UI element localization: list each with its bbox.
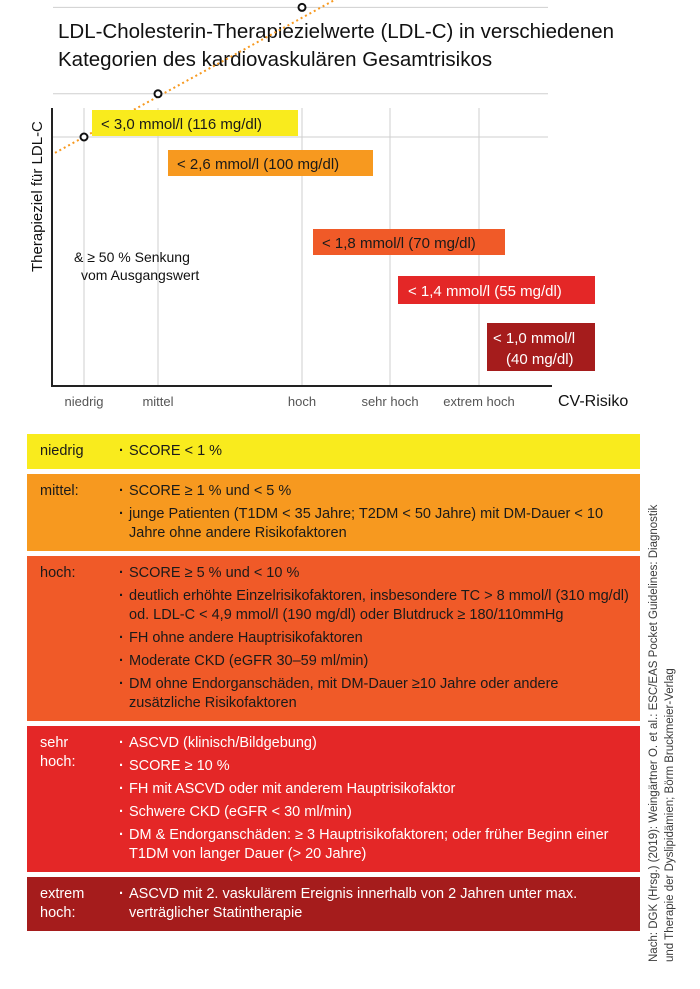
risk-criterion: · Moderate CKD (eGFR 30–59 ml/min)	[119, 652, 632, 671]
risk-criteria-list	[119, 434, 640, 469]
risk-row	[27, 726, 640, 872]
risk-category-label	[27, 877, 119, 931]
data-point	[81, 134, 88, 141]
risk-criterion: · ASCVD (klinisch/Bildgebung)	[119, 734, 632, 753]
risk-category-line: mittel:	[40, 483, 79, 499]
risk-category-label	[27, 434, 119, 469]
target-label-text: < 1,4 mmol/l (55 mg/dl)	[408, 283, 562, 300]
risk-category-label	[27, 726, 119, 872]
risk-category-line: hoch:	[40, 905, 76, 921]
risk-row	[27, 474, 640, 551]
risk-criteria-list	[119, 726, 640, 872]
risk-criterion: · ASCVD mit 2. vaskulärem Ereignis innerhalb von 2 Jahren unter max. verträglicher Statintherapie	[119, 885, 632, 923]
risk-category-label	[27, 556, 119, 721]
x-tick-label: niedrig	[64, 394, 104, 409]
target-label-text: < 1,0 mmol/l	[493, 330, 576, 347]
risk-category-table	[27, 434, 640, 936]
x-tick-label: mittel	[142, 394, 174, 409]
annotation-line-2: vom Ausgangswert	[81, 267, 200, 283]
target-label-text: < 1,8 mmol/l (70 mg/dl)	[322, 235, 476, 252]
data-point	[299, 4, 306, 11]
risk-criterion: · SCORE < 1 %	[119, 442, 632, 461]
risk-criterion: · SCORE ≥ 5 % und < 10 %	[119, 564, 632, 583]
x-axis-label: CV-Risiko	[558, 393, 629, 410]
risk-criterion: · DM ohne Endorganschäden, mit DM-Dauer ≥10 Jahre oder andere zusätzliche Risikofaktoren	[119, 675, 632, 713]
risk-criterion: · deutlich erhöhte Einzelrisikofaktoren, insbesondere TC > 8 mmol/l (310 mg/dl) od. LDL-C < 4,9 mmol/l (190 mg/dl) oder Blutdruck ≥ 180/110mmHg	[119, 587, 632, 625]
y-axis-label: Therapieziel für LDL-C	[29, 121, 46, 272]
risk-criterion: · SCORE ≥ 1 % und < 5 %	[119, 482, 632, 501]
risk-criterion: · FH mit ASCVD oder mit anderem Hauptrisikofaktor	[119, 780, 632, 799]
target-label-text: (40 mg/dl)	[506, 351, 574, 368]
annotation-line-1: & ≥ 50 % Senkung	[74, 249, 190, 265]
risk-row	[27, 877, 640, 931]
x-tick-label: hoch	[287, 394, 317, 409]
x-tick-label: sehr hoch	[361, 394, 419, 409]
chart-gridlines	[53, 0, 548, 385]
risk-row	[27, 434, 640, 469]
source-citation: Nach: DGK (Hrsg.) (2019): Weingärtner O. et al.: ESC/EAS Pocket Guidelines: Diagnostik und Therapie der Dyslipidämien; Börm Bruckmeier-Verlag	[648, 504, 676, 962]
risk-category-label	[27, 474, 119, 551]
x-tick-label: extrem hoch	[443, 394, 515, 409]
risk-criteria-list	[119, 877, 640, 931]
risk-criteria-list	[119, 474, 640, 551]
page-title: LDL-Cholesterin-Therapiezielwerte (LDL-C) in verschiedenen Kategorien des kardiovaskulären Gesamtrisikos	[58, 20, 615, 71]
risk-criterion: · SCORE ≥ 10 %	[119, 757, 632, 776]
risk-category-line: sehr	[40, 735, 69, 751]
x-tick-labels	[64, 394, 514, 409]
target-value-labels	[92, 110, 595, 371]
risk-criteria-list	[119, 556, 640, 721]
risk-category-line: extrem	[40, 886, 85, 902]
risk-category-line: hoch:	[40, 565, 76, 581]
risk-row	[27, 556, 640, 721]
risk-category-line: hoch:	[40, 754, 76, 770]
risk-category-line: niedrig	[40, 443, 84, 459]
target-label-text: < 2,6 mmol/l (100 mg/dl)	[177, 156, 340, 173]
target-label-text: < 3,0 mmol/l (116 mg/dl)	[101, 116, 263, 133]
data-point	[155, 90, 162, 97]
risk-criterion: · junge Patienten (T1DM < 35 Jahre; T2DM < 50 Jahre) mit DM-Dauer < 10 Jahre ohne andere Risikofaktoren	[119, 505, 632, 543]
ldl-target-chart	[0, 0, 700, 430]
risk-criterion: · DM & Endorganschäden: ≥ 3 Hauptrisikofaktoren; oder früher Beginn einer T1DM von langer Dauer (> 20 Jahre)	[119, 826, 632, 864]
risk-criterion: · FH ohne andere Hauptrisikofaktoren	[119, 629, 632, 648]
risk-criterion: · Schwere CKD (eGFR < 30 ml/min)	[119, 803, 632, 822]
